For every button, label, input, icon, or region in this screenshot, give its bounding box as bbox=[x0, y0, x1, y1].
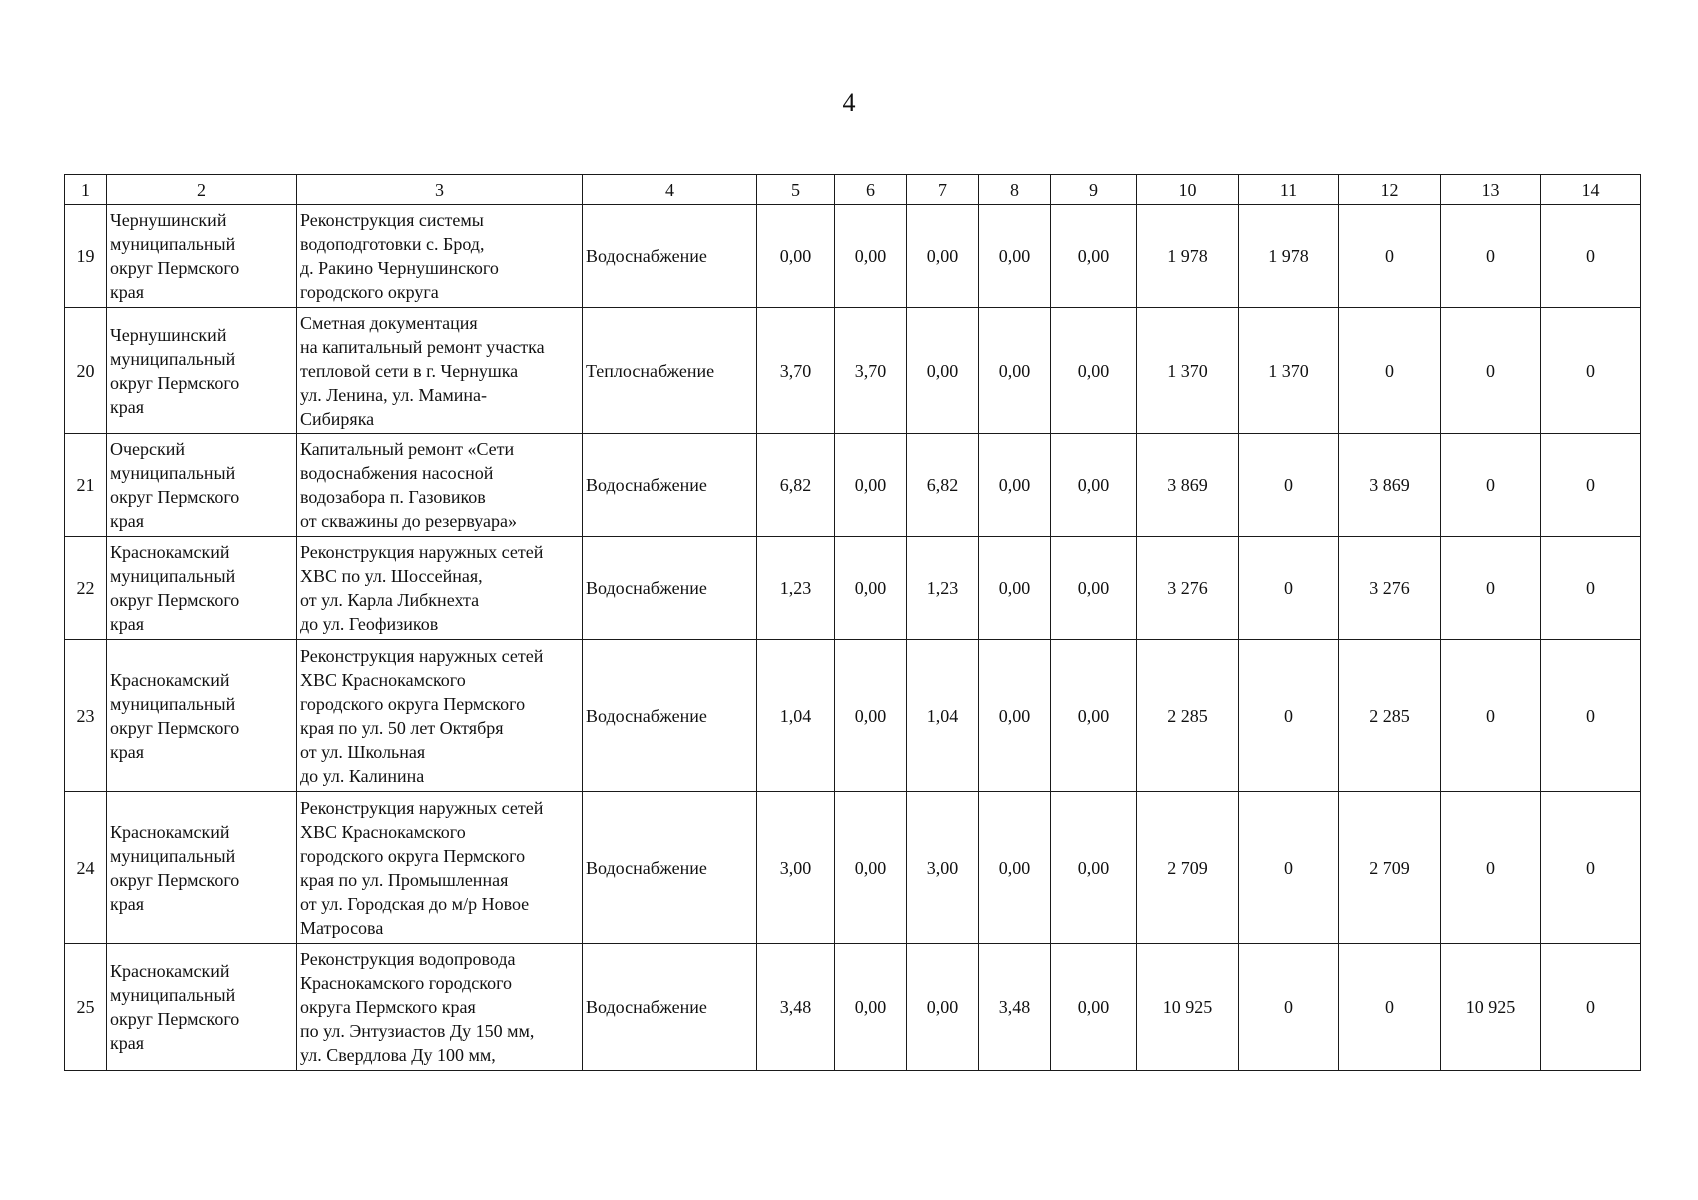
description-cell: Реконструкция водопровода Краснокамского городского округа Пермского края по ул. Энтузиастов Ду 150 мм, ул. Свердлова Ду 100 мм, bbox=[297, 944, 583, 1071]
value-cell: 0,00 bbox=[1051, 640, 1137, 792]
column-header: 8 bbox=[979, 175, 1051, 205]
type-cell: Водоснабжение bbox=[583, 640, 757, 792]
value-cell: 3,70 bbox=[835, 308, 907, 434]
value-cell: 0 bbox=[1239, 640, 1339, 792]
value-cell: 0 bbox=[1239, 792, 1339, 944]
value-cell: 0,00 bbox=[907, 308, 979, 434]
table-header-row bbox=[65, 175, 1641, 205]
column-header: 6 bbox=[835, 175, 907, 205]
value-cell: 0,00 bbox=[835, 205, 907, 308]
column-header: 2 bbox=[107, 175, 297, 205]
value-cell: 10 925 bbox=[1441, 944, 1541, 1071]
column-header: 1 bbox=[65, 175, 107, 205]
value-cell: 1,23 bbox=[757, 537, 835, 640]
row-number: 19 bbox=[65, 205, 107, 308]
value-cell: 0 bbox=[1441, 205, 1541, 308]
value-cell: 0 bbox=[1441, 640, 1541, 792]
value-cell: 3 869 bbox=[1137, 434, 1239, 537]
value-cell: 0,00 bbox=[835, 434, 907, 537]
value-cell: 3 276 bbox=[1339, 537, 1441, 640]
type-cell: Водоснабжение bbox=[583, 537, 757, 640]
municipality-cell: Краснокамский муниципальный округ Пермского края bbox=[107, 944, 297, 1071]
value-cell: 0 bbox=[1541, 640, 1641, 792]
value-cell: 0 bbox=[1441, 537, 1541, 640]
value-cell: 0,00 bbox=[835, 640, 907, 792]
value-cell: 1,23 bbox=[907, 537, 979, 640]
value-cell: 0 bbox=[1441, 792, 1541, 944]
value-cell: 3 276 bbox=[1137, 537, 1239, 640]
value-cell: 2 285 bbox=[1339, 640, 1441, 792]
value-cell: 0 bbox=[1239, 434, 1339, 537]
column-header: 9 bbox=[1051, 175, 1137, 205]
value-cell: 0 bbox=[1541, 792, 1641, 944]
row-number: 25 bbox=[65, 944, 107, 1071]
table-row bbox=[65, 205, 1641, 308]
value-cell: 0 bbox=[1339, 944, 1441, 1071]
value-cell: 0 bbox=[1441, 434, 1541, 537]
value-cell: 0 bbox=[1239, 537, 1339, 640]
value-cell: 3,70 bbox=[757, 308, 835, 434]
value-cell: 0 bbox=[1339, 205, 1441, 308]
municipality-cell: Краснокамский муниципальный округ Пермского края bbox=[107, 640, 297, 792]
value-cell: 0,00 bbox=[979, 205, 1051, 308]
municipality-cell: Краснокамский муниципальный округ Пермского края bbox=[107, 537, 297, 640]
description-cell: Капитальный ремонт «Сети водоснабжения насосной водозабора п. Газовиков от скважины до резервуара» bbox=[297, 434, 583, 537]
column-header: 13 bbox=[1441, 175, 1541, 205]
value-cell: 0,00 bbox=[1051, 537, 1137, 640]
value-cell: 0 bbox=[1541, 434, 1641, 537]
value-cell: 2 709 bbox=[1339, 792, 1441, 944]
municipality-cell: Краснокамский муниципальный округ Пермского края bbox=[107, 792, 297, 944]
municipality-cell: Чернушинский муниципальный округ Пермского края bbox=[107, 205, 297, 308]
value-cell: 1,04 bbox=[907, 640, 979, 792]
value-cell: 0,00 bbox=[757, 205, 835, 308]
type-cell: Водоснабжение bbox=[583, 434, 757, 537]
type-cell: Водоснабжение bbox=[583, 792, 757, 944]
table-row bbox=[65, 944, 1641, 1071]
row-number: 22 bbox=[65, 537, 107, 640]
description-cell: Реконструкция наружных сетей ХВС Краснокамского городского округа Пермского края по ул. Промышленная от ул. Городская до м/р Новое Матросова bbox=[297, 792, 583, 944]
column-header: 11 bbox=[1239, 175, 1339, 205]
column-header: 3 bbox=[297, 175, 583, 205]
description-cell: Реконструкция наружных сетей ХВС по ул. Шоссейная, от ул. Карла Либкнехта до ул. Геофизиков bbox=[297, 537, 583, 640]
column-header: 5 bbox=[757, 175, 835, 205]
type-cell: Водоснабжение bbox=[583, 205, 757, 308]
value-cell: 0 bbox=[1541, 537, 1641, 640]
value-cell: 0 bbox=[1339, 308, 1441, 434]
value-cell: 0,00 bbox=[835, 944, 907, 1071]
column-header: 12 bbox=[1339, 175, 1441, 205]
value-cell: 3,48 bbox=[757, 944, 835, 1071]
table-row bbox=[65, 434, 1641, 537]
value-cell: 0,00 bbox=[1051, 792, 1137, 944]
value-cell: 0,00 bbox=[979, 792, 1051, 944]
row-number: 20 bbox=[65, 308, 107, 434]
value-cell: 3,00 bbox=[907, 792, 979, 944]
description-cell: Реконструкция системы водоподготовки с. Брод, д. Ракино Чернушинского городского округа bbox=[297, 205, 583, 308]
column-header: 7 bbox=[907, 175, 979, 205]
page-number: 4 bbox=[842, 88, 856, 117]
type-cell: Теплоснабжение bbox=[583, 308, 757, 434]
value-cell: 0,00 bbox=[835, 792, 907, 944]
value-cell: 3,00 bbox=[757, 792, 835, 944]
table-row bbox=[65, 308, 1641, 434]
value-cell: 0,00 bbox=[1051, 434, 1137, 537]
value-cell: 10 925 bbox=[1137, 944, 1239, 1071]
value-cell: 2 285 bbox=[1137, 640, 1239, 792]
value-cell: 0 bbox=[1441, 308, 1541, 434]
row-number: 21 bbox=[65, 434, 107, 537]
value-cell: 0,00 bbox=[907, 205, 979, 308]
value-cell: 1 978 bbox=[1137, 205, 1239, 308]
value-cell: 0,00 bbox=[907, 944, 979, 1071]
row-number: 23 bbox=[65, 640, 107, 792]
value-cell: 0 bbox=[1541, 944, 1641, 1071]
data-table bbox=[64, 174, 1641, 1071]
value-cell: 0,00 bbox=[979, 640, 1051, 792]
value-cell: 0,00 bbox=[979, 434, 1051, 537]
value-cell: 1 370 bbox=[1137, 308, 1239, 434]
value-cell: 0 bbox=[1541, 308, 1641, 434]
value-cell: 0,00 bbox=[1051, 205, 1137, 308]
column-header: 10 bbox=[1137, 175, 1239, 205]
value-cell: 6,82 bbox=[757, 434, 835, 537]
value-cell: 0 bbox=[1239, 944, 1339, 1071]
column-header: 14 bbox=[1541, 175, 1641, 205]
table-row bbox=[65, 792, 1641, 944]
row-number: 24 bbox=[65, 792, 107, 944]
value-cell: 0,00 bbox=[979, 537, 1051, 640]
value-cell: 0 bbox=[1541, 205, 1641, 308]
value-cell: 3,48 bbox=[979, 944, 1051, 1071]
value-cell: 1 370 bbox=[1239, 308, 1339, 434]
municipality-cell: Чернушинский муниципальный округ Пермского края bbox=[107, 308, 297, 434]
table-row bbox=[65, 537, 1641, 640]
value-cell: 6,82 bbox=[907, 434, 979, 537]
value-cell: 0,00 bbox=[835, 537, 907, 640]
type-cell: Водоснабжение bbox=[583, 944, 757, 1071]
value-cell: 1,04 bbox=[757, 640, 835, 792]
table-row bbox=[65, 640, 1641, 792]
value-cell: 0,00 bbox=[1051, 308, 1137, 434]
column-header: 4 bbox=[583, 175, 757, 205]
value-cell: 0,00 bbox=[979, 308, 1051, 434]
description-cell: Реконструкция наружных сетей ХВС Краснокамского городского округа Пермского края по ул. 50 лет Октября от ул. Школьная до ул. Калинина bbox=[297, 640, 583, 792]
value-cell: 2 709 bbox=[1137, 792, 1239, 944]
municipality-cell: Очерский муниципальный округ Пермского края bbox=[107, 434, 297, 537]
description-cell: Сметная документация на капитальный ремонт участка тепловой сети в г. Чернушка ул. Ленина, ул. Мамина- Сибиряка bbox=[297, 308, 583, 434]
value-cell: 3 869 bbox=[1339, 434, 1441, 537]
value-cell: 0,00 bbox=[1051, 944, 1137, 1071]
value-cell: 1 978 bbox=[1239, 205, 1339, 308]
